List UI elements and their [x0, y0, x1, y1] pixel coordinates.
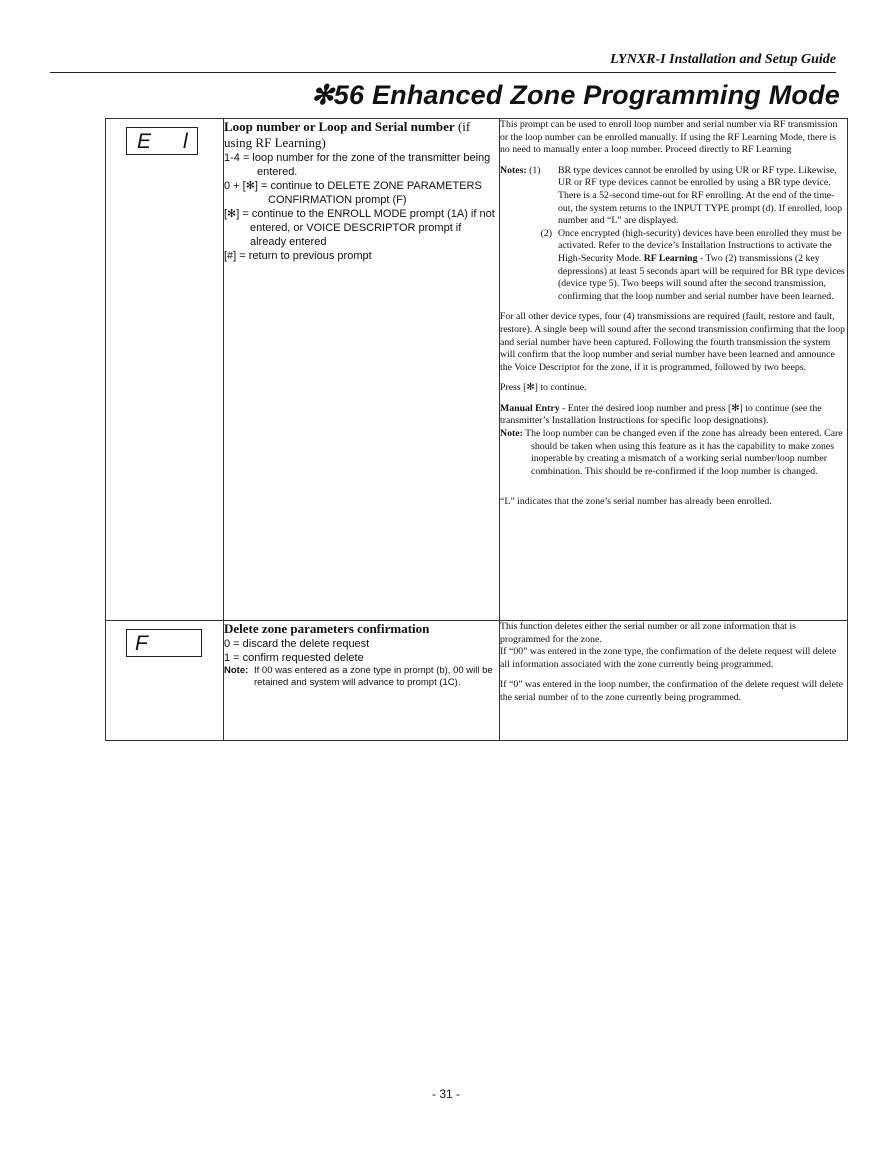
- running-header: [50, 52, 836, 73]
- note-2-text: [558, 228, 847, 304]
- loop-note: [500, 428, 847, 478]
- options-cell: [224, 621, 500, 741]
- delete-paragraph-3: If “0” was entered in the loop number, the confirmation of the delete request will delete the serial number of to the zone currently being programmed.: [500, 679, 843, 703]
- prompt-row-f: [106, 621, 848, 741]
- l-indicator-note: “L” indicates that the zone’s serial number has already been enrolled.: [500, 496, 772, 508]
- other-devices-paragraph: For all other device types, four (4) transmissions are required (fault, restore and fault, restore). A single beep will sound after the second transmission confirming that the loop and serial number have been captured. Following the fourth transmission the system will confirm that the loop number and serial number have been learned and announce the Voice Descriptor for the zone, if it is programmed, followed by two beeps.: [500, 311, 845, 373]
- note-2: [500, 228, 847, 304]
- option-item: 1 = confirm requested delete: [224, 652, 364, 664]
- manual-entry-paragraph: [500, 403, 847, 428]
- notes-label: Notes:: [500, 164, 527, 176]
- page-number: - 31 -: [431, 1087, 460, 1101]
- lcd-digit-left: F: [135, 632, 148, 655]
- prompt-heading: Delete zone parameters confirmation: [224, 621, 430, 636]
- running-title: LYNXR-I Installation and Setup Guide: [610, 52, 836, 67]
- delete-note: [224, 665, 499, 689]
- lcd-display: [126, 629, 202, 657]
- manual-entry-label: Manual Entry: [500, 402, 560, 414]
- prompt-heading-sub: (if using RF Learning): [224, 119, 471, 150]
- prompt-table: [105, 118, 848, 741]
- note-label: Note:: [224, 665, 249, 676]
- note-2-text-b: - Two (2) transmissions (2 key depressions) at least 5 seconds apart will be required for BR type devices (device type 5). Two beeps will sound after the second transmission, confirming that the loop number and serial number have been learned.: [558, 252, 845, 302]
- display-cell: [106, 119, 224, 621]
- description-cell: [500, 621, 848, 741]
- note-label: Note:: [500, 428, 523, 440]
- press-instruction: Press [✻] to continue.: [500, 382, 587, 394]
- display-cell: [106, 621, 224, 741]
- lcd-display: [126, 127, 198, 155]
- option-item: [#] = return to previous prompt: [224, 250, 372, 262]
- loop-note-text: The loop number can be changed even if the zone has already been entered. Care should be taken when using this feature as it has the capability to make zones inoperable by creating a mismatch of a working serial number/loop number combination. This should be re-confirmed if the loop number is changed.: [522, 428, 843, 477]
- options-cell: [224, 119, 500, 621]
- option-item: 1-4 = loop number for the zone of the transmitter being entered.: [224, 152, 491, 178]
- delete-paragraph-2: If “00” was entered in the zone type, the confirmation of the delete request will delete all information associated with the zone currently being programmed.: [500, 646, 837, 670]
- prompt-heading: [224, 119, 499, 151]
- note-number: (2): [540, 227, 552, 239]
- note-1: [500, 165, 847, 228]
- manual-entry-text: - Enter the desired loop number and press [✻] to continue (see the transmitter’s Installation Instructions for specific loop designations).: [500, 402, 822, 427]
- note-1-text: BR type devices cannot be enrolled by using UR or RF type. Likewise, UR or RF type devices cannot be enrolled by using a BR type device. There is a 52-second time-out for RF enrolling. At the end of the time-out, the system returns to the INPUT TYPE prompt (d). If enrolled, loop number and “L” are displayed.: [558, 164, 842, 227]
- lcd-digit-right: l: [183, 130, 188, 153]
- page-title: ✻56 Enhanced Zone Programming Mode: [310, 80, 840, 110]
- description-cell: [500, 119, 848, 621]
- prompt-heading-bold: Loop number or Loop and Serial number: [224, 119, 455, 134]
- option-item: 0 + [✻] = continue to DELETE ZONE PARAMETERS CONFIRMATION prompt (F): [224, 180, 482, 206]
- note-2-text-a: Once encrypted (high-security) devices have been enrolled they must be activated. Refer to the device’s Installation Instructions to activate the High-Security Mode.: [558, 227, 842, 264]
- delete-paragraph-1: This function deletes either the serial number or all zone information that is programmed for the zone.: [500, 621, 796, 645]
- rf-learning-label: RF Learning: [643, 252, 698, 264]
- delete-note-text: If 00 was entered as a zone type in prompt (b), 00 will be retained and system will advance to prompt (1C).: [254, 665, 493, 688]
- lcd-digit-left: E: [137, 130, 152, 153]
- intro-paragraph: This prompt can be used to enroll loop number and serial number via RF transmission or the loop number can be enrolled manually. If using the RF Learning Mode, there is no need to manually enter a loop number. Proceed directly to RF Learning: [500, 119, 838, 156]
- option-item: 0 = discard the delete request: [224, 638, 370, 650]
- option-item: [✻] = continue to the ENROLL MODE prompt (1A) if not entered, or VOICE DESCRIPTOR prompt if already entered: [224, 208, 495, 248]
- prompt-row-e1: [106, 119, 848, 621]
- note-number: (1): [529, 164, 541, 176]
